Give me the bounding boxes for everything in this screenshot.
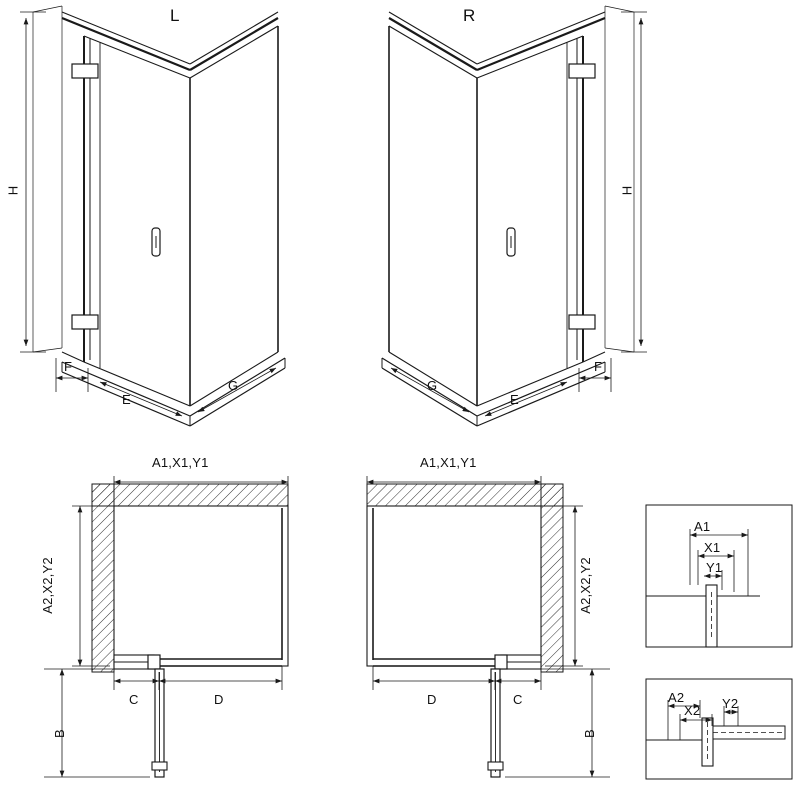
plan-left-side-dim: A2,X2,Y2 [39, 557, 55, 614]
plan-view-left [44, 476, 288, 777]
iso-right-e-label: E [510, 392, 519, 407]
iso-right-g-label: G [427, 378, 438, 393]
detail-top [646, 505, 792, 647]
iso-left-e-label: E [122, 392, 131, 407]
iso-left-height-label: H [5, 185, 21, 196]
plan-right-dim-d: D [427, 692, 437, 707]
plan-left-dim-c: C [129, 692, 139, 707]
iso-left-title: L [170, 6, 180, 25]
detail-bottom-dim-x2: X2 [684, 703, 701, 718]
plan-right-top-dim: A1,X1,Y1 [420, 455, 477, 470]
iso-right-title: R [463, 6, 476, 25]
plan-right-side-dim: A2,X2,Y2 [577, 557, 593, 614]
detail-top-dim-a1: A1 [694, 519, 711, 534]
plan-left-dim-b: B [51, 729, 67, 738]
plan-right-dim-c: C [513, 692, 523, 707]
iso-left-f-label: F [64, 359, 73, 374]
detail-top-dim-x1: X1 [704, 540, 721, 555]
plan-left-dim-d: D [214, 692, 224, 707]
iso-view-right [382, 6, 647, 426]
detail-bottom-dim-y2: Y2 [722, 696, 739, 711]
iso-right-f-label: F [594, 359, 603, 374]
plan-right-dim-b: B [581, 729, 597, 738]
iso-right-height-label: H [619, 185, 635, 196]
iso-left-g-label: G [228, 378, 239, 393]
plan-view-right [367, 476, 610, 777]
detail-top-dim-y1: Y1 [706, 560, 723, 575]
plan-left-top-dim: A1,X1,Y1 [152, 455, 209, 470]
detail-bottom-dim-a2: A2 [668, 690, 685, 705]
iso-view-left [20, 6, 285, 426]
